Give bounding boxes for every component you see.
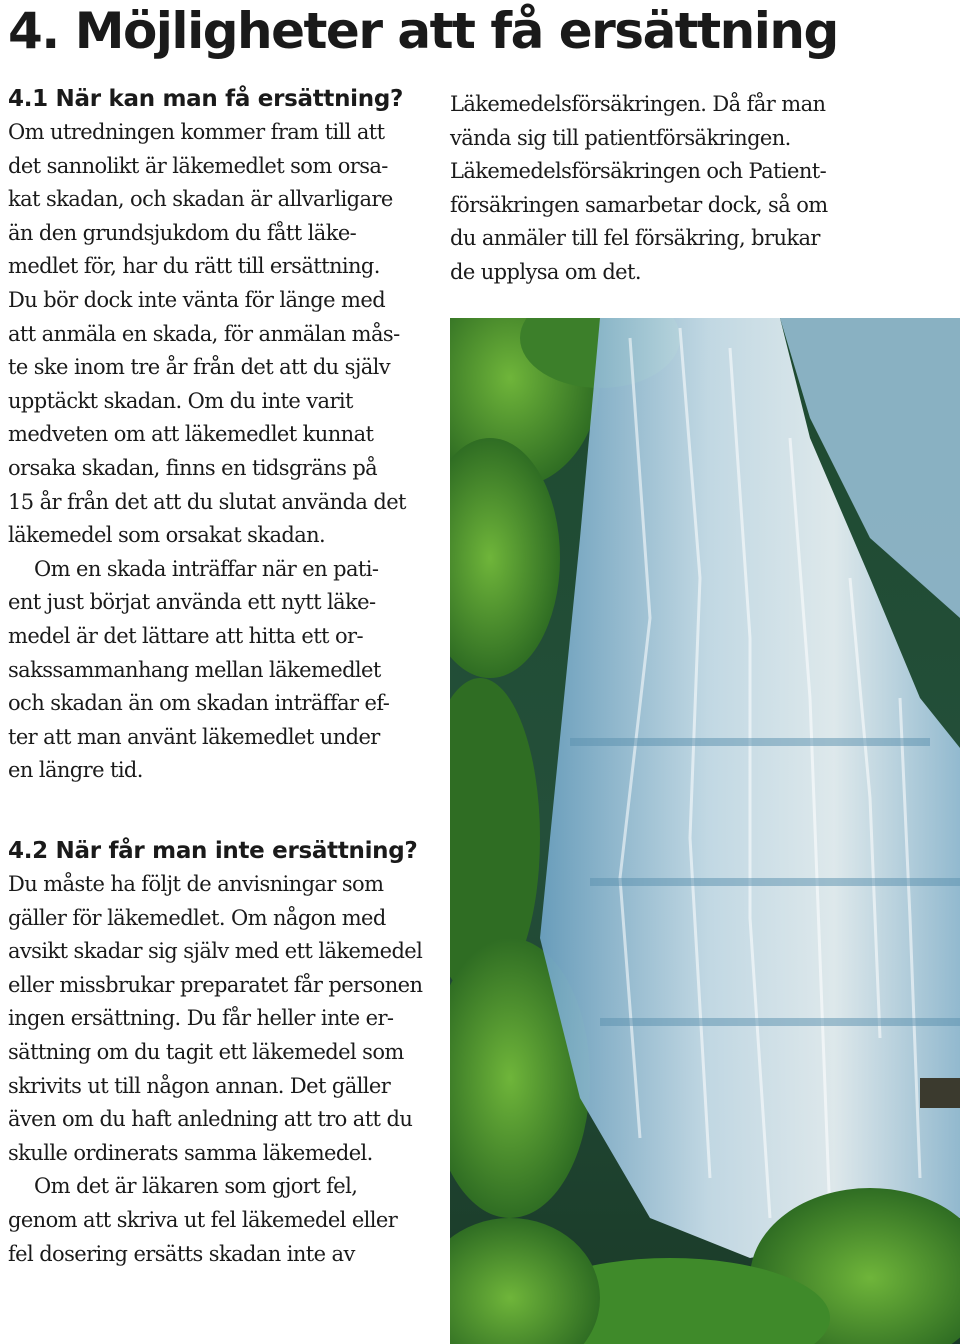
text-line: ingen ersättning. Du får heller inte er- <box>8 1006 394 1031</box>
text-line: Läkemedelsförsäkringen och Patient- <box>450 159 827 184</box>
waterfall-illustration <box>450 318 960 1344</box>
section-heading-4-2: 4.2 När får man inte ersättning? <box>8 838 418 864</box>
text-line: du anmäler till fel försäkring, brukar <box>450 226 820 251</box>
text-line: sättning om du tagit ett läkemedel som <box>8 1039 404 1064</box>
waterfall-photo <box>450 318 960 1344</box>
text-line: kat skadan, och skadan är allvarligare <box>8 187 393 212</box>
text-line: gäller för läkemedlet. Om någon med <box>8 905 386 930</box>
paragraph <box>8 868 438 1170</box>
text-line: Om en skada inträffar när en pati- <box>34 556 379 581</box>
text-line: Läkemedelsförsäkringen. Då får man <box>450 92 826 116</box>
text-line: te ske inom tre år från det att du själv <box>8 355 391 380</box>
paragraph <box>8 1170 438 1271</box>
paragraph <box>450 88 910 290</box>
text-line: läkemedel som orsakat skadan. <box>8 523 326 548</box>
text-line: och skadan än om skadan inträffar ef- <box>8 691 390 716</box>
right-column-text <box>450 88 910 290</box>
text-line: än den grundsjukdom du fått läke- <box>8 220 357 245</box>
text-line: orsaka skadan, finns en tidsgräns på <box>8 455 378 480</box>
text-line: medel är det lättare att hitta ett or- <box>8 623 363 648</box>
paragraph <box>8 116 438 553</box>
text-line: vända sig till patientförsäkringen. <box>450 125 791 150</box>
text-line: skrivits ut till någon annan. Det gäller <box>8 1073 391 1098</box>
text-line: Om utredningen kommer fram till att <box>8 120 385 144</box>
text-line: Du bör dock inte vänta för länge med <box>8 287 386 312</box>
text-line: Du måste ha följt de anvisningar som <box>8 872 384 896</box>
text-line: medveten om att läkemedlet kunnat <box>8 422 374 447</box>
text-line: medlet för, har du rätt till ersättning. <box>8 254 380 279</box>
text-line: ent just börjat använda ett nytt läke- <box>8 590 376 615</box>
text-line: genom att skriva ut fel läkemedel eller <box>8 1207 398 1232</box>
text-line: försäkringen samarbetar dock, så om <box>450 192 828 217</box>
page-title: 4. Möjligheter att få ersättning <box>8 2 838 60</box>
text-line: 15 år från det att du slutat använda det <box>8 489 406 514</box>
text-line: sakssammanhang mellan läkemedlet <box>8 657 381 682</box>
text-line: fel dosering ersätts skadan inte av <box>8 1241 355 1266</box>
text-line: att anmäla en skada, för anmälan mås- <box>8 321 400 346</box>
paragraph <box>8 553 438 788</box>
text-line: de upplysa om det. <box>450 259 641 284</box>
text-line: eller missbrukar preparatet får personen <box>8 972 423 997</box>
text-line: det sannolikt är läkemedlet som orsa- <box>8 153 388 178</box>
text-line: avsikt skadar sig själv med ett läkemedel <box>8 939 423 964</box>
section-heading-4-1: 4.1 När kan man få ersättning? <box>8 86 404 112</box>
section-no-compensation <box>8 834 438 1271</box>
section-when-compensation <box>8 82 438 788</box>
text-line: upptäckt skadan. Om du inte varit <box>8 388 353 413</box>
text-line: skulle ordinerats samma läkemedel. <box>8 1140 373 1165</box>
text-line: en längre tid. <box>8 758 143 783</box>
text-line: Om det är läkaren som gjort fel, <box>34 1174 358 1199</box>
text-line: även om du haft anledning att tro att du <box>8 1107 413 1132</box>
text-line: ter att man använt läkemedlet under <box>8 724 380 749</box>
